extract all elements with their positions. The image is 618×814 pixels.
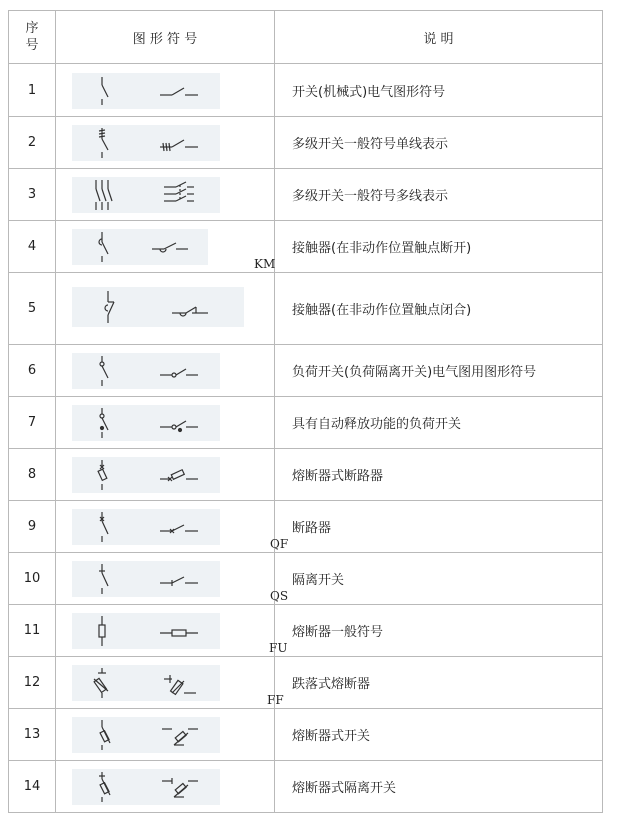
switch-symbol-icon	[72, 73, 220, 109]
row-description: 熔断器式开关	[275, 709, 603, 761]
symbol-table	[8, 10, 603, 813]
row-description: 隔离开关	[275, 553, 603, 605]
header-no	[9, 11, 56, 64]
row-number: 10	[9, 553, 56, 605]
row-number: 1	[9, 64, 56, 117]
drop-out-fuse-icon	[72, 665, 220, 701]
device-code-label: FF	[267, 693, 284, 707]
row-number: 5	[9, 273, 56, 345]
row-number: 8	[9, 449, 56, 501]
table-row	[9, 657, 603, 709]
row-description: 多级开关一般符号多线表示	[275, 169, 603, 221]
row-description: 接触器(在非动作位置触点断开)	[275, 221, 603, 273]
fuse-circuit-breaker-icon	[72, 457, 220, 493]
row-number: 3	[9, 169, 56, 221]
table-header-row	[9, 11, 603, 64]
header-no-line2: 号	[25, 38, 39, 53]
table-row	[9, 221, 603, 273]
table-row	[9, 553, 603, 605]
fuse-disconnector-icon	[72, 769, 220, 805]
table-row	[9, 761, 603, 813]
device-code-label: QF	[270, 537, 289, 551]
device-code-label: QS	[270, 589, 289, 603]
row-number: 14	[9, 761, 56, 813]
disconnector-icon	[72, 561, 220, 597]
row-description: 负荷开关(负荷隔离开关)电气图用图形符号	[275, 345, 603, 397]
header-no-line1: 序	[25, 21, 39, 36]
row-description: 熔断器式断路器	[275, 449, 603, 501]
row-description: 熔断器一般符号	[275, 605, 603, 657]
header-symbol: 图 形 符 号	[56, 11, 275, 64]
table-row	[9, 273, 603, 345]
row-number: 4	[9, 221, 56, 273]
contactor-nc-icon	[72, 287, 244, 327]
circuit-breaker-icon	[72, 509, 220, 545]
table-row	[9, 169, 603, 221]
table-row	[9, 501, 603, 553]
table-row	[9, 64, 603, 117]
multipole-switch-multi-line-icon	[72, 177, 220, 213]
header-description: 说 明	[275, 11, 603, 64]
table-row	[9, 397, 603, 449]
row-description: 熔断器式隔离开关	[275, 761, 603, 813]
row-description: 接触器(在非动作位置触点闭合)	[275, 273, 603, 345]
row-number: 9	[9, 501, 56, 553]
row-description: 具有自动释放功能的负荷开关	[275, 397, 603, 449]
table-row	[9, 605, 603, 657]
row-number: 7	[9, 397, 56, 449]
table-row	[9, 449, 603, 501]
device-code-label: KM	[254, 257, 276, 271]
row-description: 开关(机械式)电气图形符号	[275, 64, 603, 117]
multipole-switch-single-line-icon	[72, 125, 220, 161]
table-row	[9, 709, 603, 761]
row-description: 断路器	[275, 501, 603, 553]
auto-release-load-switch-icon	[72, 405, 220, 441]
load-switch-icon	[72, 353, 220, 389]
contactor-no-icon	[72, 229, 208, 265]
row-number: 11	[9, 605, 56, 657]
row-number: 13	[9, 709, 56, 761]
device-code-label: FU	[269, 641, 288, 655]
table-row	[9, 117, 603, 169]
row-description: 跌落式熔断器	[275, 657, 603, 709]
row-number: 12	[9, 657, 56, 709]
fuse-icon	[72, 613, 220, 649]
row-description: 多级开关一般符号单线表示	[275, 117, 603, 169]
fuse-switch-icon	[72, 717, 220, 753]
row-number: 2	[9, 117, 56, 169]
row-number: 6	[9, 345, 56, 397]
table-row	[9, 345, 603, 397]
